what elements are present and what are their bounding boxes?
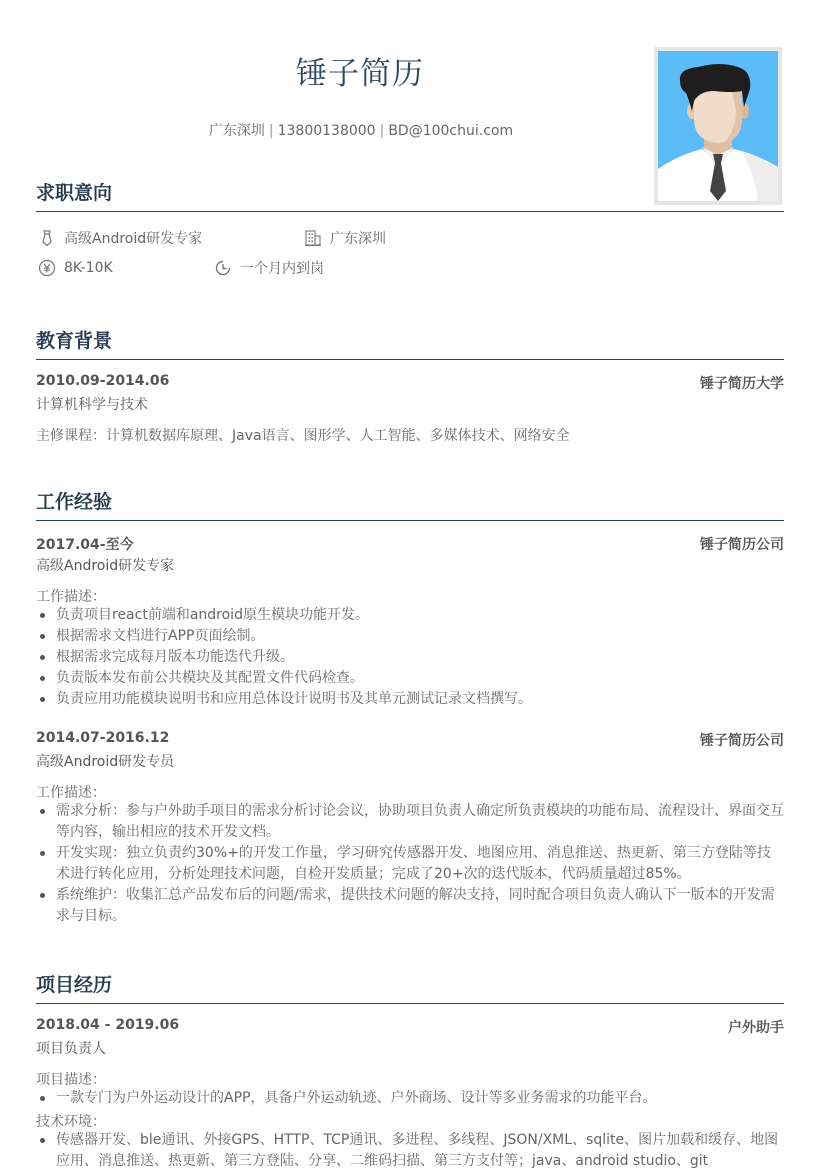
project-desc-list [36, 1088, 784, 1109]
intent-salary [38, 258, 113, 278]
contact-email: BD@100chui.com [388, 123, 514, 139]
tie-icon [38, 229, 56, 247]
work-period: 2014.07-2016.12 [36, 730, 170, 746]
work-item-header [36, 534, 784, 554]
project-tech-list [36, 1130, 784, 1172]
intent-availability-value: 一个月内到岗 [240, 261, 324, 277]
work-company: 锤子简历公司 [700, 733, 784, 749]
list-item: 负责项目react前端和android原生模块功能开发。 [36, 605, 784, 626]
contact-separator: | [268, 123, 274, 139]
list-item: 负责应用功能模块说明书和应用总体设计说明书及其单元测试记录文档撰写。 [36, 689, 784, 710]
list-item: 系统维护：收集汇总产品发布后的问题/需求，提供技术问题的解决支持，同时配合项目负责人确认下一版本的开发需求与目标。 [36, 885, 784, 927]
avatar-photo [654, 47, 782, 205]
section-divider [36, 1003, 784, 1004]
work-role: 高级Android研发专员 [36, 754, 175, 770]
contact-line [0, 120, 722, 140]
intent-position [38, 228, 202, 248]
education-period: 2010.09-2014.06 [36, 373, 170, 389]
work-role: 高级Android研发专家 [36, 558, 175, 574]
education-courses: 主修课程：计算机数据库原理、Java语言、图形学、人工智能、多媒体技术、网络安全 [36, 428, 570, 444]
list-item: 根据需求文档进行APP页面绘制。 [36, 626, 784, 647]
section-title-projects: 项目经历 [36, 974, 113, 996]
intent-availability [214, 258, 324, 278]
section-title-work: 工作经验 [36, 491, 113, 513]
clock-icon [214, 259, 232, 277]
project-role: 项目负责人 [36, 1041, 106, 1057]
intent-city [304, 228, 386, 248]
project-item-header [36, 1017, 784, 1037]
work-item-header [36, 730, 784, 750]
section-title-education: 教育背景 [36, 330, 113, 352]
section-divider [36, 520, 784, 521]
intent-position-value: 高级Android研发专家 [64, 231, 203, 247]
project-desc-label: 项目描述： [36, 1072, 106, 1088]
contact-separator: | [379, 123, 385, 139]
list-item: 负责版本发布前公共模块及其配置文件代码检查。 [36, 668, 784, 689]
section-title-intent: 求职意向 [36, 182, 113, 204]
section-divider [36, 359, 784, 360]
intent-salary-value: 8K-10K [64, 260, 113, 276]
work-company: 锤子简历公司 [700, 537, 784, 553]
project-period: 2018.04 - 2019.06 [36, 1017, 180, 1033]
contact-phone: 13800138000 [277, 123, 376, 139]
list-item: 根据需求完成每月版本功能迭代升级。 [36, 647, 784, 668]
avatar-illustration-icon [658, 51, 778, 201]
education-item-header [36, 373, 784, 393]
work-desc-list [36, 605, 784, 710]
list-item: 传感器开发、ble通讯、外接GPS、HTTP、TCP通讯、多进程、多线程、JSON/XML、sqlite、图片加载和缓存、地图应用、消息推送、热更新、第三方登陆、分享、二维码扫描、第三方支付等；java、android studio、git [36, 1130, 784, 1172]
intent-city-value: 广东深圳 [330, 231, 386, 247]
project-tech-label: 技术环境： [36, 1114, 106, 1130]
section-divider [36, 211, 784, 212]
yen-icon [38, 259, 56, 277]
project-name: 户外助手 [728, 1020, 784, 1036]
list-item: 需求分析：参与户外助手项目的需求分析讨论会议，协助项目负责人确定所负责模块的功能布局、流程设计、界面交互等内容，输出相应的技术开发文档。 [36, 801, 784, 843]
work-desc-label: 工作描述： [36, 589, 106, 605]
resume-name: 锤子简历 [296, 56, 424, 92]
work-period: 2017.04-至今 [36, 537, 134, 553]
education-school: 锤子简历大学 [700, 376, 784, 392]
list-item: 开发实现：独立负责约30%+的开发工作量，学习研究传感器开发、地图应用、消息推送、热更新、第三方登陆等技术进行转化应用，分析处理技术问题，自检开发质量；完成了20+次的迭代版本，代码质量超过85%。 [36, 843, 784, 885]
work-desc-list [36, 801, 784, 927]
education-major: 计算机科学与技术 [36, 397, 148, 413]
contact-location: 广东深圳 [208, 123, 265, 139]
list-item: 一款专门为户外运动设计的APP，具备户外运动轨迹、户外商场、设计等多业务需求的功能平台。 [36, 1088, 784, 1109]
work-desc-label: 工作描述： [36, 785, 106, 801]
building-icon [304, 229, 322, 247]
